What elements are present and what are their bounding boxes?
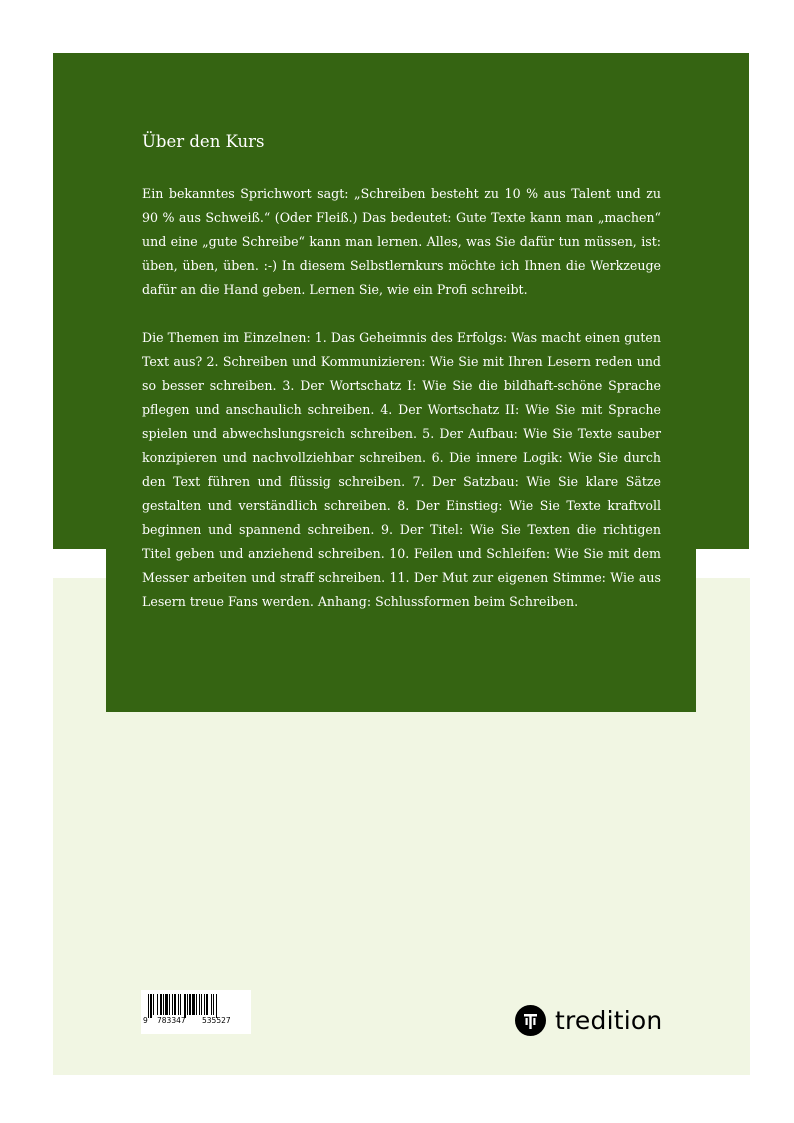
barcode-bars [148, 994, 245, 1018]
barcode-bar [148, 994, 149, 1018]
barcode-bar [174, 994, 176, 1015]
intro-paragraph: Ein bekanntes Sprichwort sagt: „Schreiben besteht zu 10 % aus Talent und zu 90 % aus Schweiß.“ (Oder Fleiß.) Das bedeutet: Gute Texte kann man „machen“ und eine „gute Schreibe“ kann man lernen. Alles, was Sie dafür tun müssen, ist: üben, üben, üben. :-) In diesem Selbstlernkurs möchte ich Ihnen die Werkzeuge dafür an die Hand geben. Lernen Sie, wie ein Profi schreibt. [142, 186, 661, 297]
barcode-bar [204, 994, 205, 1015]
barcode-bar [213, 994, 214, 1015]
barcode-bar [150, 994, 152, 1018]
barcode-bar [157, 994, 158, 1015]
barcode-bar [187, 994, 188, 1015]
barcode-bar [216, 994, 217, 1018]
barcode-bar [153, 994, 154, 1015]
barcode-bar [206, 994, 208, 1015]
barcode-bar [169, 994, 170, 1015]
barcode-first-digit: 9 [143, 1016, 148, 1025]
topics-paragraph: Die Themen im Einzelnen: 1. Das Geheimnis des Erfolgs: Was macht einen guten Text aus? 2. Schreiben und Kommunizieren: Wie Sie mit Ihren Lesern reden und so besser schreiben. 3. Der Wortschatz I: Wie Sie die bildhaft-schöne Sprache pflegen und anschaulich schreiben. 4. Der Wortschatz II: Wie Sie mit Sprache spielen und abwechslungsreich schreiben. 5. Der Aufbau: Wie Sie Texte sauber konzipieren und nachvollziehbar schreiben. 6. Die innere Logik: Wie Sie durch den Text führen und flüssig schreiben. 7. Der Satzbau: Wie Sie klare Sätze gestalten und verständlich schreiben. 8. Der Einstieg: Wie Sie Texte kraftvoll beginnen und spannend schreiben. 9. Der Titel: Wie Sie Texten die richtigen Titel geben und anziehend schreiben. 10. Feilen und Schleifen: Wie Sie mit dem Messer arbeiten und straff schreiben. 11. Der Mut zur eigenen Stimme: Wie aus Lesern treue Fans werden. Anhang: Schlussformen beim Schreiben. [142, 330, 661, 609]
barcode-bar [211, 994, 212, 1015]
barcode-bar [196, 994, 197, 1015]
tredition-mark-icon [515, 1005, 546, 1036]
barcode-bar [189, 994, 191, 1015]
barcode-bar [180, 994, 181, 1015]
barcode-bar [192, 994, 195, 1015]
barcode-bar [184, 994, 186, 1018]
barcode-bar [172, 994, 173, 1015]
publisher-name: tredition [555, 1005, 663, 1035]
barcode-bar [178, 994, 179, 1015]
barcode-bar [201, 994, 202, 1015]
barcode-bar [165, 994, 168, 1015]
about-heading: Über den Kurs [142, 132, 265, 151]
barcode-bar [160, 994, 162, 1015]
isbn-barcode [141, 990, 251, 1034]
publisher-logo [515, 1003, 662, 1037]
barcode-bar [163, 994, 164, 1015]
barcode-left-digits: 783347 [157, 1016, 186, 1025]
barcode-bar [199, 994, 200, 1015]
barcode-right-digits: 535527 [202, 1016, 231, 1025]
